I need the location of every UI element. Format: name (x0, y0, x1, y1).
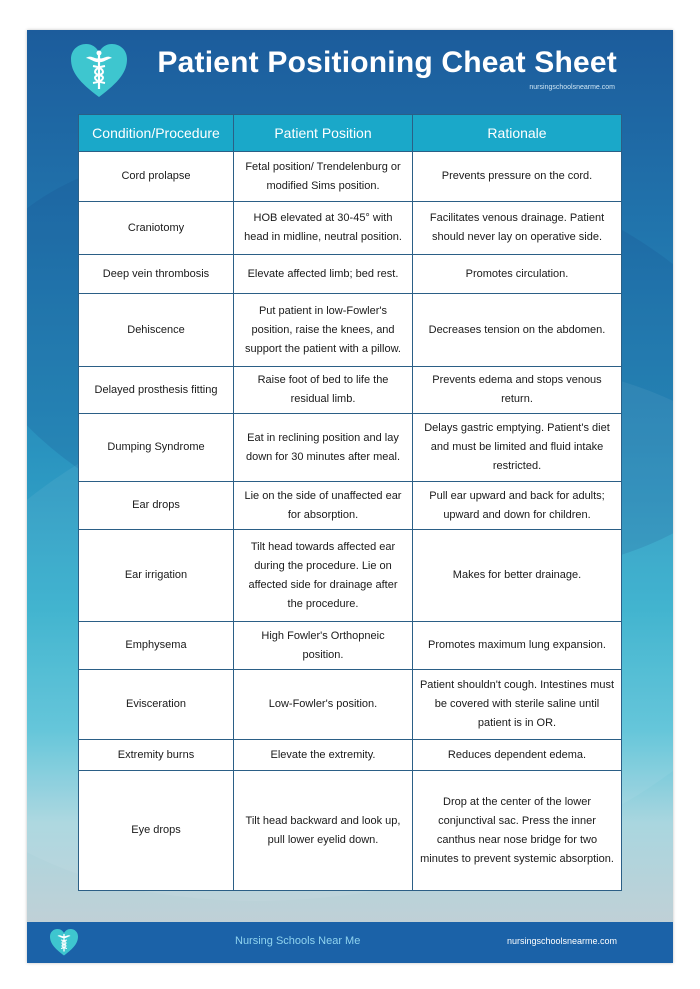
condition-cell: Dehiscence (79, 294, 234, 367)
position-cell: Eat in reclining position and lay down for 30 minutes after meal. (234, 414, 413, 482)
position-cell: Low-Fowler's position. (234, 670, 413, 740)
position-cell: High Fowler's Orthopneic position. (234, 622, 413, 670)
condition-cell: Ear irrigation (79, 530, 234, 622)
condition-cell: Ear drops (79, 482, 234, 530)
rationale-cell: Prevents pressure on the cord. (413, 152, 622, 202)
condition-cell: Cord prolapse (79, 152, 234, 202)
position-cell: HOB elevated at 30-45° with head in midline, neutral position. (234, 202, 413, 255)
rationale-cell: Prevents edema and stops venous return. (413, 367, 622, 414)
rationale-cell: Pull ear upward and back for adults; upward and down for children. (413, 482, 622, 530)
table-row (79, 670, 622, 740)
table-row (79, 367, 622, 414)
condition-cell: Deep vein thrombosis (79, 255, 234, 294)
positioning-table (78, 114, 622, 891)
table-row (79, 255, 622, 294)
condition-cell: Delayed prosthesis fitting (79, 367, 234, 414)
table-row (79, 622, 622, 670)
condition-cell: Craniotomy (79, 202, 234, 255)
condition-cell: Dumping Syndrome (79, 414, 234, 482)
table-row (79, 414, 622, 482)
position-cell: Tilt head towards affected ear during the procedure. Lie on affected side for drainage after the procedure. (234, 530, 413, 622)
position-cell: Elevate the extremity. (234, 740, 413, 771)
rationale-cell: Facilitates venous drainage. Patient should never lay on operative side. (413, 202, 622, 255)
heart-caduceus-icon (69, 42, 129, 100)
column-header: Rationale (413, 115, 622, 152)
rationale-cell: Makes for better drainage. (413, 530, 622, 622)
rationale-cell: Promotes circulation. (413, 255, 622, 294)
table-row (79, 771, 622, 891)
rationale-cell: Decreases tension on the abdomen. (413, 294, 622, 367)
rationale-cell: Patient shouldn't cough. Intestines must be covered with sterile saline until patient is in OR. (413, 670, 622, 740)
table-row (79, 530, 622, 622)
footer-brand-name: Nursing Schools Near Me (235, 935, 361, 947)
condition-cell: Evisceration (79, 670, 234, 740)
position-cell: Raise foot of bed to life the residual limb. (234, 367, 413, 414)
heart-caduceus-icon (49, 928, 79, 957)
cheat-sheet (27, 30, 673, 963)
footer-site-url: nursingschoolsnearme.com (506, 936, 617, 946)
table-row (79, 202, 622, 255)
table-header-row (79, 115, 622, 152)
table-row (79, 740, 622, 771)
condition-cell: Emphysema (79, 622, 234, 670)
table-row (79, 152, 622, 202)
position-cell: Elevate affected limb; bed rest. (234, 255, 413, 294)
position-cell: Fetal position/ Trendelenburg or modified Sims position. (234, 152, 413, 202)
position-cell: Lie on the side of unaffected ear for absorption. (234, 482, 413, 530)
condition-cell: Eye drops (79, 771, 234, 891)
column-header: Patient Position (234, 115, 413, 152)
column-header: Condition/Procedure (79, 115, 234, 152)
rationale-cell: Reduces dependent edema. (413, 740, 622, 771)
table-row (79, 482, 622, 530)
condition-cell: Extremity burns (79, 740, 234, 771)
table-row (79, 294, 622, 367)
rationale-cell: Delays gastric emptying. Patient's diet and must be limited and fluid intake restricted. (413, 414, 622, 482)
rationale-cell: Drop at the center of the lower conjunctival sac. Press the inner canthus near nose bridge for two minutes to prevent systemic absorption. (413, 771, 622, 891)
page-title: Patient Positioning Cheat Sheet (157, 46, 617, 79)
rationale-cell: Promotes maximum lung expansion. (413, 622, 622, 670)
position-cell: Put patient in low-Fowler's position, raise the knees, and support the patient with a pillow. (234, 294, 413, 367)
footer-bar (27, 922, 673, 963)
site-url: nursingschoolsnearme.com (529, 84, 615, 91)
position-cell: Tilt head backward and look up, pull lower eyelid down. (234, 771, 413, 891)
